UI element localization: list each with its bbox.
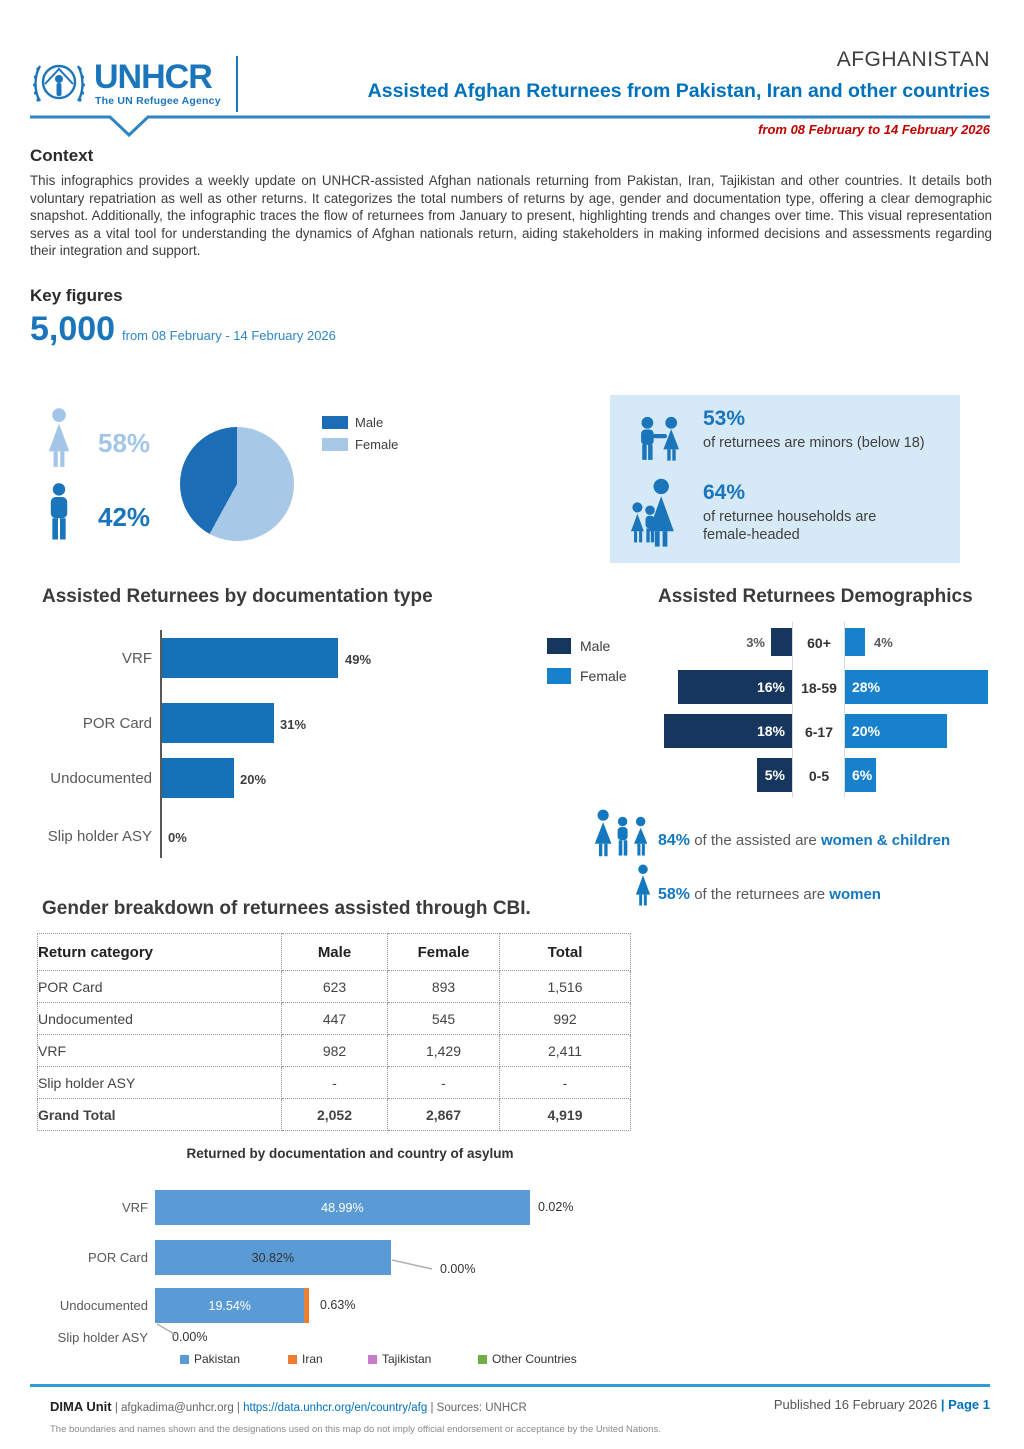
asylum-legend	[180, 1352, 680, 1366]
footer-disclaimer: The boundaries and names shown and the designations used on this map do not imply official endorsement or acceptance by the United Nations.	[50, 1424, 661, 1435]
male-legend-label: Male	[355, 415, 384, 430]
pie-legend-female	[322, 437, 398, 452]
pyr-male-05	[757, 758, 793, 792]
asy-cat-vrf: VRF	[122, 1200, 148, 1215]
grand-total-row	[38, 1099, 631, 1131]
women-highlight: women	[829, 886, 881, 903]
pyr-male-60-label: 3%	[746, 635, 765, 650]
pyr-female-05	[845, 758, 876, 792]
women-children-text: of the assisted are	[694, 832, 817, 849]
pyr-male-617	[664, 714, 792, 748]
doc-val-por: 31%	[280, 717, 307, 732]
row-por-female: 893	[388, 971, 500, 1003]
published-date: Published 16 February 2026	[773, 1397, 938, 1412]
row-grand-male: 2,052	[282, 1099, 388, 1131]
pie-legend	[322, 415, 398, 452]
pakistan-swatch	[180, 1355, 189, 1364]
demo-male-swatch	[547, 638, 571, 654]
women-children-stat	[658, 832, 950, 850]
gender-pie-chart	[180, 427, 294, 541]
doc-bar-undoc	[162, 758, 234, 798]
col-male: Male	[282, 934, 388, 971]
minors-label: of returnees are minors (below 18)	[703, 435, 925, 451]
page-title: Assisted Afghan Returnees from Pakistan, Iran and other countries	[367, 80, 990, 102]
pyr-female-1859	[845, 670, 988, 704]
women-children-pct: 84%	[658, 832, 691, 849]
asy-bar-undoc	[155, 1288, 309, 1323]
doc-cat-slip: Slip holder ASY	[47, 828, 152, 845]
pyr-age-617: 6-17	[804, 724, 834, 740]
asy-por-iran-label: 0.00%	[440, 1262, 476, 1276]
row-vrf-male: 982	[282, 1035, 388, 1067]
women-text: of the returnees are	[694, 886, 826, 903]
row-undoc-category: Undocumented	[38, 1003, 282, 1035]
row-undoc-male: 447	[282, 1003, 388, 1035]
row-vrf-category: VRF	[38, 1035, 282, 1067]
asy-bar-vrf	[155, 1190, 530, 1225]
footer-sources: Sources: UNHCR	[436, 1402, 527, 1414]
doc-bar-por	[162, 703, 274, 743]
table-row	[38, 1003, 631, 1035]
total-returnees-period: from 08 February - 14 February 2026	[122, 328, 336, 343]
pyr-female-60-label: 4%	[874, 635, 893, 650]
row-por-category: POR Card	[38, 971, 282, 1003]
demo-chart-title: Assisted Returnees Demographics	[658, 586, 973, 607]
cbi-header-row	[38, 934, 631, 971]
other-countries-swatch	[478, 1355, 487, 1364]
female-headed-label-line1: of returnee households are	[703, 509, 877, 525]
col-return-category: Return category	[38, 934, 282, 971]
women-pct: 58%	[658, 886, 691, 903]
asy-bar-por	[155, 1240, 391, 1275]
asy-cat-slip: Slip holder ASY	[57, 1330, 148, 1345]
row-por-total: 1,516	[500, 971, 631, 1003]
pyr-male-1859	[678, 670, 792, 704]
demo-female-swatch	[547, 668, 571, 684]
country-label: AFGHANISTAN	[836, 48, 990, 71]
footer-rule	[30, 1384, 990, 1387]
female-legend-label: Female	[355, 437, 399, 452]
doc-val-undoc: 20%	[240, 772, 267, 787]
row-slip-female: -	[388, 1067, 500, 1099]
iran-swatch	[288, 1355, 297, 1364]
pyramid-gridline-left	[792, 622, 793, 798]
legend-other-countries: Other Countries	[478, 1352, 577, 1366]
pyr-female-05-label: 6%	[852, 767, 873, 783]
pyr-female-617	[845, 714, 947, 748]
children-icon	[632, 414, 688, 468]
col-total: Total	[500, 934, 631, 971]
doc-val-vrf: 49%	[345, 652, 372, 667]
col-female: Female	[388, 934, 500, 971]
female-headed-label-line2: female-headed	[703, 527, 800, 543]
table-row	[38, 1035, 631, 1067]
female-headed-household-icon	[626, 478, 688, 548]
minors-percentage: 53%	[703, 407, 746, 430]
man-icon	[42, 482, 76, 546]
legend-pakistan: Pakistan	[180, 1352, 288, 1366]
female-headed-label	[703, 508, 948, 544]
row-slip-category: Slip holder ASY	[38, 1067, 282, 1099]
row-grand-total: 4,919	[500, 1099, 631, 1131]
row-grand-category: Grand Total	[38, 1099, 282, 1131]
doc-chart-title: Assisted Returnees by documentation type	[42, 586, 433, 607]
row-undoc-total: 992	[500, 1003, 631, 1035]
footer-info: DIMA Unit | afgkadima@unhcr.org | https://data.unhcr.org/en/country/afg | Sources: UNHCR	[50, 1399, 527, 1414]
row-por-male: 623	[282, 971, 388, 1003]
legend-tajikistan: Tajikistan	[368, 1352, 478, 1366]
legend-iran: Iran	[288, 1352, 368, 1366]
pyr-female-617-label: 20%	[852, 723, 881, 739]
doc-cat-undoc: Undocumented	[50, 770, 152, 787]
row-vrf-female: 1,429	[388, 1035, 500, 1067]
unhcr-logotype: UNHCR	[94, 58, 212, 96]
asy-cat-undoc: Undocumented	[59, 1298, 148, 1313]
female-headed-percentage: 64%	[703, 481, 746, 504]
doc-cat-por: POR Card	[82, 715, 152, 732]
pie-legend-male	[322, 415, 398, 430]
asy-vrf-pakistan-segment	[155, 1190, 530, 1225]
demo-legend	[547, 638, 627, 684]
key-figures-heading: Key figures	[30, 286, 123, 305]
demo-legend-male	[547, 638, 627, 654]
unhcr-tagline: The UN Refugee Agency	[95, 95, 221, 107]
demo-legend-female	[547, 668, 627, 684]
row-undoc-female: 545	[388, 1003, 500, 1035]
cbi-table-title: Gender breakdown of returnees assisted through CBI.	[42, 898, 531, 919]
asy-vrf-pakistan-label: 48.99%	[321, 1200, 364, 1215]
asy-undoc-pakistan-label: 19.54%	[208, 1298, 251, 1313]
woman-stat-icon	[630, 864, 656, 908]
female-percentage: 58%	[98, 428, 151, 458]
pyr-age-60: 60+	[807, 635, 831, 651]
asy-slip-label: 0.00%	[172, 1330, 208, 1344]
doc-bar-vrf	[162, 638, 338, 678]
doc-cat-vrf: VRF	[122, 650, 152, 667]
footer-published	[590, 1397, 990, 1412]
women-and-children-icon	[592, 808, 656, 860]
pyr-female-60	[845, 628, 865, 656]
context-paragraph: This infographics provides a weekly update on UNHCR-assisted Afghan nationals returning from Pakistan, Iran, Tajikistan and other countries. It details both voluntary repatriation as well as other returns. It categorizes the total numbers of returns by age, gender and documentation type, offering a clear demographic snapshot. Additionally, the infographic traces the flow of returnees from January to present, highlighting trends and changes over time. This visual representation serves as a vital tool for understanding the dynamics of Afghan nationals return, aiding stakeholders in making informed decisions and assessments regarding their integration and support.	[30, 173, 992, 258]
male-percentage: 42%	[98, 502, 151, 532]
context-heading: Context	[30, 146, 94, 165]
woman-icon	[40, 408, 78, 470]
row-grand-female: 2,867	[388, 1099, 500, 1131]
doc-val-slip: 0%	[168, 830, 187, 845]
footer-email[interactable]: afgkadima@unhcr.org	[121, 1402, 234, 1414]
footer-unit: DIMA Unit	[50, 1399, 112, 1414]
pyr-male-1859-label: 16%	[756, 679, 785, 695]
demo-male-label: Male	[580, 638, 611, 654]
asy-cat-por: POR Card	[88, 1250, 148, 1265]
demo-female-label: Female	[580, 668, 627, 684]
pyr-male-60	[771, 628, 792, 656]
unhcr-emblem-icon	[30, 54, 88, 112]
table-row	[38, 1067, 631, 1099]
pyr-age-05: 0-5	[808, 768, 830, 784]
asy-vrf-iran-label: 0.02%	[538, 1200, 574, 1214]
asy-por-pakistan-segment	[155, 1240, 391, 1275]
asy-undoc-pakistan-segment	[155, 1288, 304, 1323]
pyr-age-1859: 18-59	[801, 680, 837, 696]
pyr-male-617-label: 18%	[756, 723, 785, 739]
cbi-table	[37, 933, 631, 1131]
report-date-range: from 08 February to 14 February 2026	[758, 122, 990, 137]
asy-undoc-iran-label: 0.63%	[320, 1298, 356, 1312]
women-children-highlight: women & children	[820, 832, 951, 849]
asy-undoc-iran-segment	[304, 1288, 309, 1323]
footer-url-link[interactable]: https://data.unhcr.org/en/country/afg	[243, 1402, 428, 1414]
female-swatch	[322, 438, 348, 451]
asy-por-pakistan-label: 30.82%	[251, 1250, 295, 1265]
tajikistan-swatch	[368, 1355, 377, 1364]
total-returnees-value: 5,000	[30, 310, 116, 348]
pyr-male-05-label: 5%	[764, 767, 785, 783]
male-swatch	[322, 416, 348, 429]
page-indicator: | Page 1	[940, 1397, 990, 1412]
row-vrf-total: 2,411	[500, 1035, 631, 1067]
pyr-female-1859-label: 28%	[852, 679, 881, 695]
women-stat	[658, 886, 881, 904]
table-row	[38, 971, 631, 1003]
row-slip-male: -	[282, 1067, 388, 1099]
row-slip-total: -	[500, 1067, 631, 1099]
asylum-chart-title: Returned by documentation and country of asylum	[186, 1146, 514, 1161]
